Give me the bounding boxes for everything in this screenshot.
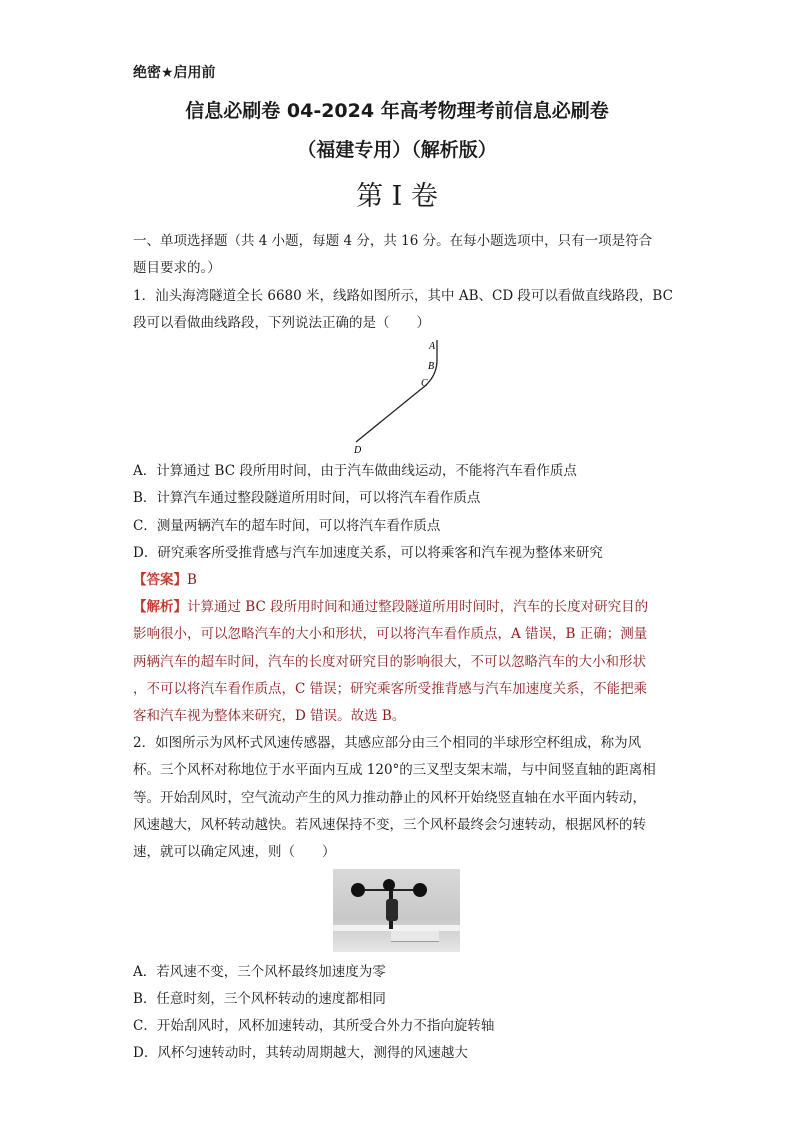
q2-option-d: D．风杯匀速转动时，其转动周期越大，测得的风速越大 (133, 1045, 468, 1061)
wind-cup (383, 879, 395, 891)
secret-mark: 绝密★启用前 (133, 65, 216, 81)
section-instruction: 一、单项选择题（共 4 小题，每题 4 分，共 16 分。在每小题选项中，只有一项是符合 (133, 233, 653, 249)
q1-stem: 1．汕头海湾隧道全长 6680 米，线路如图所示，其中 AB、CD 段可以看做直线路段，BC (133, 288, 673, 304)
q1-stem-cont: 段可以看做曲线路段，下列说法正确的是（ ） (133, 315, 430, 331)
q1-analysis-line: 影响很小，可以忽略汽车的大小和形状，可以将汽车看作质点，A 错误，B 正确；测量 (133, 626, 648, 642)
analysis-text: 计算通过 BC 段所用时间和通过整段隧道所用时间时，汽车的长度对研究目的 (187, 599, 649, 615)
answer-label: 【答案】 (133, 572, 187, 588)
q2-option-a: A．若风速不变，三个风杯最终加速度为零 (133, 964, 386, 980)
q1-option-b: B．计算汽车通过整段隧道所用时间，可以将汽车看作质点 (133, 490, 481, 506)
q1-analysis-line: 两辆汽车的超车时间，汽车的长度对研究目的影响很大，不可以忽略汽车的大小和形状 (133, 654, 646, 670)
q1-answer (133, 570, 663, 590)
point-a-label: A (429, 341, 436, 352)
q2-stem: 2．如图所示为风杯式风速传感器，其感应部分由三个相同的半球形空杯组成，称为风 (133, 735, 642, 751)
q2-stem-cont: 速，就可以确定风速，则（ ） (133, 844, 336, 860)
section-instruction-cont: 题目要求的。） (133, 260, 221, 276)
anemometer-photo (333, 869, 460, 952)
q1-analysis-line: ，不可以将汽车看作质点，C 错误；研究乘客所受推背感与汽车加速度关系，不能把乘 (133, 681, 648, 697)
q1-analysis (133, 597, 663, 617)
point-b-label: B (428, 361, 435, 372)
point-c-label: C (421, 378, 428, 389)
analysis-label: 【解析】 (133, 599, 187, 615)
q2-option-c: C．开始刮风时，风杯加速转动，其所受合外力不指向旋转轴 (133, 1018, 495, 1034)
answer-value: B (187, 572, 197, 588)
anemometer-body (386, 899, 398, 921)
q1-option-a: A．计算通过 BC 段所用时间，由于汽车做曲线运动，不能将汽车看作质点 (133, 463, 577, 479)
page-title: 信息必刷卷 04-2024 年高考物理考前信息必刷卷 (185, 100, 609, 122)
mount-bracket (391, 931, 439, 942)
q1-option-c: C．测量两辆汽车的超车时间，可以将汽车看作质点 (133, 518, 441, 534)
wind-cup (351, 883, 365, 897)
q2-option-b: B．任意时刻，三个风杯转动的速度都相同 (133, 991, 386, 1007)
q2-stem-cont: 等。开始刮风时，空气流动产生的风力推动静止的风杯开始绕竖直轴在水平面内转动， (133, 790, 646, 806)
page-subtitle: （福建专用）（解析版） (297, 139, 497, 161)
q1-analysis-line: 客和汽车视为整体来研究，D 错误。故选 B。 (133, 708, 406, 724)
q2-stem-cont: 风速越大，风杯转动越快。若风速保持不变，三个风杯最终会匀速转动，根据风杯的转 (133, 817, 646, 833)
wind-cup (413, 883, 427, 897)
q1-option-d: D．研究乘客所受推背感与汽车加速度关系，可以将乘客和汽车视为整体来研究 (133, 545, 603, 561)
tunnel-route-line (356, 340, 437, 442)
tunnel-route-diagram (350, 338, 450, 458)
q2-stem-cont: 杯。三个风杯对称地位于水平面内互成 120°的三叉型支架末端，与中间竖直轴的距离相 (133, 762, 656, 778)
point-d-label: D (354, 445, 362, 456)
volume-heading: 第 I 卷 (356, 181, 438, 212)
